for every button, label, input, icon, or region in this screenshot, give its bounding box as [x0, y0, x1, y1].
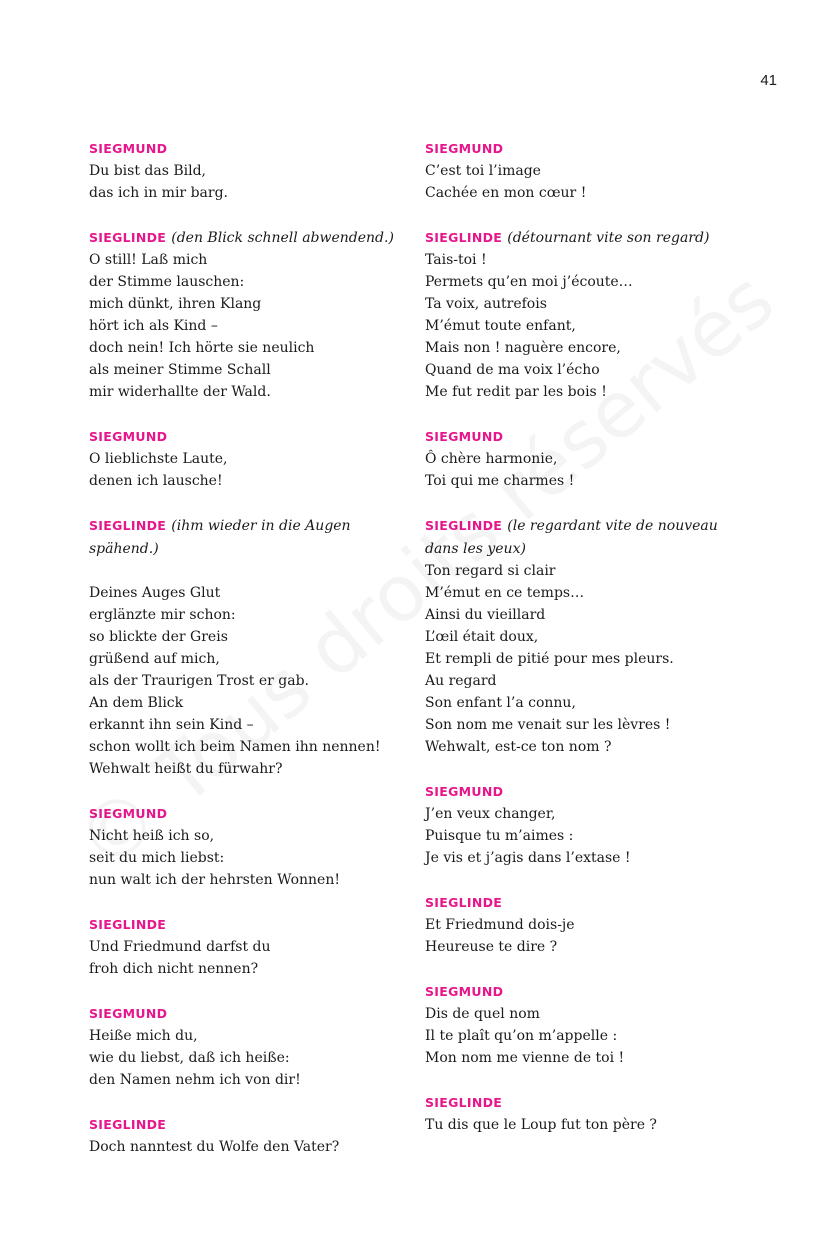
dialogue-block [89, 226, 409, 403]
speaker-line [425, 1091, 755, 1114]
verse-line: Me fut redit par les bois ! [425, 384, 607, 400]
verse-line: der Stimme lauschen: [89, 274, 245, 290]
verse-line: Deines Auges Glut [89, 585, 221, 601]
verse-line: Ton regard si clair [425, 563, 556, 579]
stage-direction: (le regardant vite de nouveau dans les yeux) [425, 518, 718, 557]
verse-line: Heiße mich du, [89, 1028, 198, 1044]
dialogue-block [89, 514, 409, 780]
verse-line: Son nom me venait sur les lèvres ! [425, 717, 671, 733]
verse-line: grüßend auf mich, [89, 651, 220, 667]
verse-line: Cachée en mon cœur ! [425, 185, 587, 201]
verse-line: mich dünkt, ihren Klang [89, 296, 262, 312]
verse-line: Ô chère harmonie, [425, 451, 558, 467]
speaker-name: SIEGMUND [89, 429, 168, 444]
verse-line: L’œil était doux, [425, 629, 539, 645]
verse-line: O still! Laß mich [89, 252, 208, 268]
dialogue-block [89, 1113, 409, 1158]
speaker-name: SIEGMUND [425, 429, 504, 444]
verse-line: seit du mich liebst: [89, 850, 225, 866]
speaker-line [425, 137, 755, 160]
verse-line: froh dich nicht nennen? [89, 961, 259, 977]
verse-line: Puisque tu m’aimes : [425, 828, 574, 844]
dialogue-block [89, 137, 409, 204]
dialogue-block [425, 780, 755, 869]
speaker-line [89, 425, 409, 448]
speaker-name: SIEGLINDE [89, 917, 167, 932]
dialogue-block [425, 1091, 755, 1136]
verse-line: Heureuse te dire ? [425, 939, 558, 955]
stage-direction: (ihm wieder in die Augen spähend.) [89, 518, 351, 557]
verse-line: O lieblichste Laute, [89, 451, 228, 467]
verse-line: J’en veux changer, [425, 806, 556, 822]
speaker-line [89, 137, 409, 160]
verse-line: Tu dis que le Loup fut ton père ? [425, 1117, 657, 1133]
dialogue-block [89, 913, 409, 980]
speaker-name: SIEGMUND [425, 141, 504, 156]
dialogue-block [425, 226, 755, 403]
verse-line: denen ich lausche! [89, 473, 223, 489]
verse-line: Und Friedmund darfst du [89, 939, 271, 955]
verse-line: so blickte der Greis [89, 629, 228, 645]
verse-line: schon wollt ich beim Namen ihn nennen! [89, 739, 381, 755]
verse-line: mir widerhallte der Wald. [89, 384, 271, 400]
dialogue-block [425, 425, 755, 492]
german-column [89, 137, 409, 1180]
verse-line: Son enfant l’a connu, [425, 695, 576, 711]
verse-line: das ich in mir barg. [89, 185, 228, 201]
speaker-name: SIEGMUND [89, 1006, 168, 1021]
dialogue-block [425, 137, 755, 204]
speaker-name: SIEGMUND [89, 141, 168, 156]
verse-line: Et Friedmund dois-je [425, 917, 575, 933]
verse-line: hört ich als Kind – [89, 318, 218, 334]
spacer [89, 560, 409, 582]
verse-line: M’émut toute enfant, [425, 318, 576, 334]
page-number: 41 [760, 72, 777, 89]
speaker-line [89, 1113, 409, 1136]
speaker-name: SIEGLINDE [89, 230, 167, 245]
speaker-line [425, 425, 755, 448]
verse-line: Permets qu’en moi j’écoute… [425, 274, 633, 290]
verse-line: wie du liebst, daß ich heiße: [89, 1050, 290, 1066]
speaker-name: SIEGLINDE [425, 518, 503, 533]
speaker-line [425, 980, 755, 1003]
verse-line: Quand de ma voix l’écho [425, 362, 600, 378]
dialogue-block [425, 980, 755, 1069]
speaker-name: SIEGLINDE [425, 1095, 503, 1110]
french-column [425, 137, 755, 1158]
verse-line: Nicht heiß ich so, [89, 828, 215, 844]
verse-line: Mais non ! naguère encore, [425, 340, 621, 356]
speaker-line [425, 514, 755, 560]
dialogue-block [425, 891, 755, 958]
speaker-line [89, 514, 409, 560]
speaker-name: SIEGLINDE [89, 518, 167, 533]
verse-line: erglänzte mir schon: [89, 607, 236, 623]
verse-line: Ainsi du vieillard [425, 607, 546, 623]
speaker-name: SIEGMUND [425, 784, 504, 799]
dialogue-block [89, 425, 409, 492]
dialogue-block [89, 1002, 409, 1091]
verse-line: Toi qui me charmes ! [425, 473, 575, 489]
speaker-name: SIEGLINDE [425, 895, 503, 910]
stage-direction: (den Blick schnell abwendend.) [171, 230, 394, 246]
verse-line: An dem Blick [89, 695, 184, 711]
speaker-line [425, 891, 755, 914]
verse-line: als der Traurigen Trost er gab. [89, 673, 309, 689]
verse-line: Mon nom me vienne de toi ! [425, 1050, 625, 1066]
verse-line: doch nein! Ich hörte sie neulich [89, 340, 315, 356]
verse-line: Wehwalt, est-ce ton nom ? [425, 739, 612, 755]
dialogue-block [89, 802, 409, 891]
dialogue-block [425, 514, 755, 758]
speaker-line [425, 226, 755, 249]
speaker-line [425, 780, 755, 803]
speaker-line [89, 1002, 409, 1025]
verse-line: den Namen nehm ich von dir! [89, 1072, 301, 1088]
verse-line: Ta voix, autrefois [425, 296, 547, 312]
verse-line: Je vis et j’agis dans l’extase ! [425, 850, 631, 866]
verse-line: nun walt ich der hehrsten Wonnen! [89, 872, 340, 888]
verse-line: Doch nanntest du Wolfe den Vater? [89, 1139, 340, 1155]
speaker-line [89, 802, 409, 825]
speaker-name: SIEGMUND [425, 984, 504, 999]
speaker-line [89, 913, 409, 936]
verse-line: erkannt ihn sein Kind – [89, 717, 254, 733]
verse-line: Du bist das Bild, [89, 163, 206, 179]
verse-line: Et rempli de pitié pour mes pleurs. [425, 651, 674, 667]
verse-line: Tais-toi ! [425, 252, 487, 268]
verse-line: C’est toi l’image [425, 163, 541, 179]
verse-line: Wehwalt heißt du fürwahr? [89, 761, 283, 777]
stage-direction: (détournant vite son regard) [507, 230, 710, 246]
verse-line: als meiner Stimme Schall [89, 362, 271, 378]
speaker-name: SIEGLINDE [89, 1117, 167, 1132]
verse-line: Il te plaît qu’on m’appelle : [425, 1028, 618, 1044]
verse-line: Au regard [425, 673, 497, 689]
speaker-name: SIEGMUND [89, 806, 168, 821]
speaker-name: SIEGLINDE [425, 230, 503, 245]
verse-line: Dis de quel nom [425, 1006, 540, 1022]
speaker-line [89, 226, 409, 249]
verse-line: M’émut en ce temps… [425, 585, 585, 601]
